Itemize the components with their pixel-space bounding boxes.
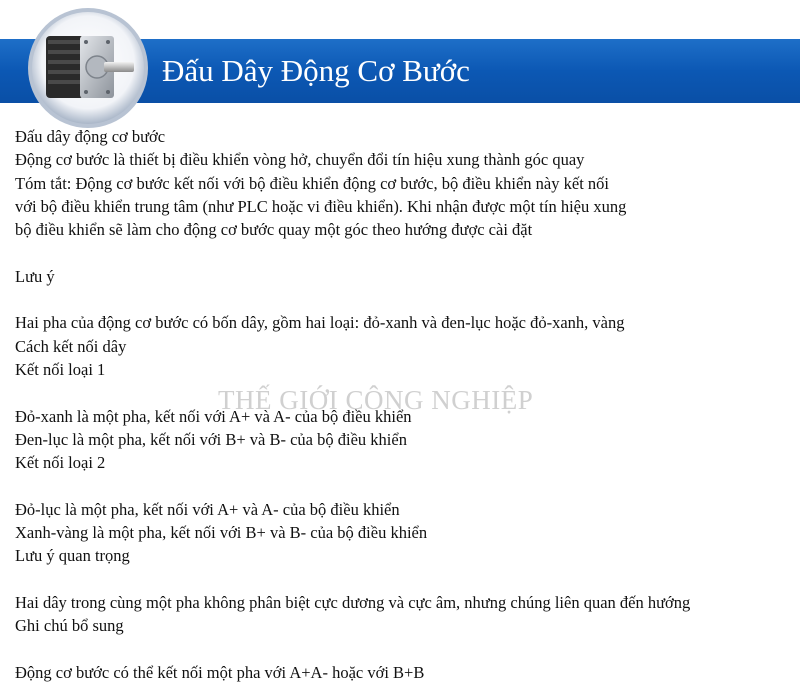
text-line: Lưu ý — [15, 266, 55, 286]
stepper-motor-icon — [26, 6, 150, 130]
blank-line — [15, 241, 800, 264]
text-line: Ghi chú bổ sung — [15, 616, 124, 636]
text-line: Lưu ý quan trọng — [15, 546, 130, 566]
text-line: với bộ điều khiển trung tâm (như PLC hoặc vi điều khiển). Khi nhận được một tín hiệu xung — [15, 196, 627, 216]
blank-line — [15, 474, 800, 497]
text-line: Xanh-vàng là một pha, kết nối với B+ và B- của bộ điều khiển — [15, 523, 428, 543]
text-line: Tóm tắt: Động cơ bước kết nối với bộ điều khiển động cơ bước, bộ điều khiển này kết nối — [15, 173, 609, 193]
watermark-text: THẾ GIỚI CÔNG NGHIỆP — [218, 385, 534, 415]
text-line: Động cơ bước có thể kết nối một pha với A+A- hoặc với B+B — [15, 662, 425, 682]
text-line: Động cơ bước là thiết bị điều khiển vòng hở, chuyển đổi tín hiệu xung thành góc quay — [15, 150, 585, 170]
text-line: Kết nối loại 2 — [15, 453, 106, 473]
text-line: Đỏ-lục là một pha, kết nối với A+ và A- của bộ điều khiển — [15, 499, 400, 519]
blank-line — [15, 288, 800, 311]
text-line: Kết nối loại 1 — [15, 359, 106, 379]
text-line: Đỏ-xanh là một pha, kết nối với A+ và A- của bộ điều khiển — [15, 406, 412, 426]
text-line: Hai dây trong cùng một pha không phân biệt cực dương và cực âm, nhưng chúng liên quan đến hướng — [15, 592, 691, 612]
text-line: Cách kết nối dây — [15, 336, 127, 356]
text-line: bộ điều khiển sẽ làm cho động cơ bước quay một góc theo hướng được cài đặt — [15, 220, 533, 240]
blank-line — [15, 568, 800, 591]
blank-line — [15, 638, 800, 661]
page-title: Đấu Dây Động Cơ Bước — [162, 53, 470, 88]
text-line: Đấu dây động cơ bước — [15, 127, 166, 146]
text-line: Hai pha của động cơ bước có bốn dây, gồm hai loại: đỏ-xanh và đen-lục hoặc đỏ-xanh, vàng — [15, 313, 625, 333]
text-line: Đen-lục là một pha, kết nối với B+ và B- của bộ điều khiển — [15, 429, 407, 449]
